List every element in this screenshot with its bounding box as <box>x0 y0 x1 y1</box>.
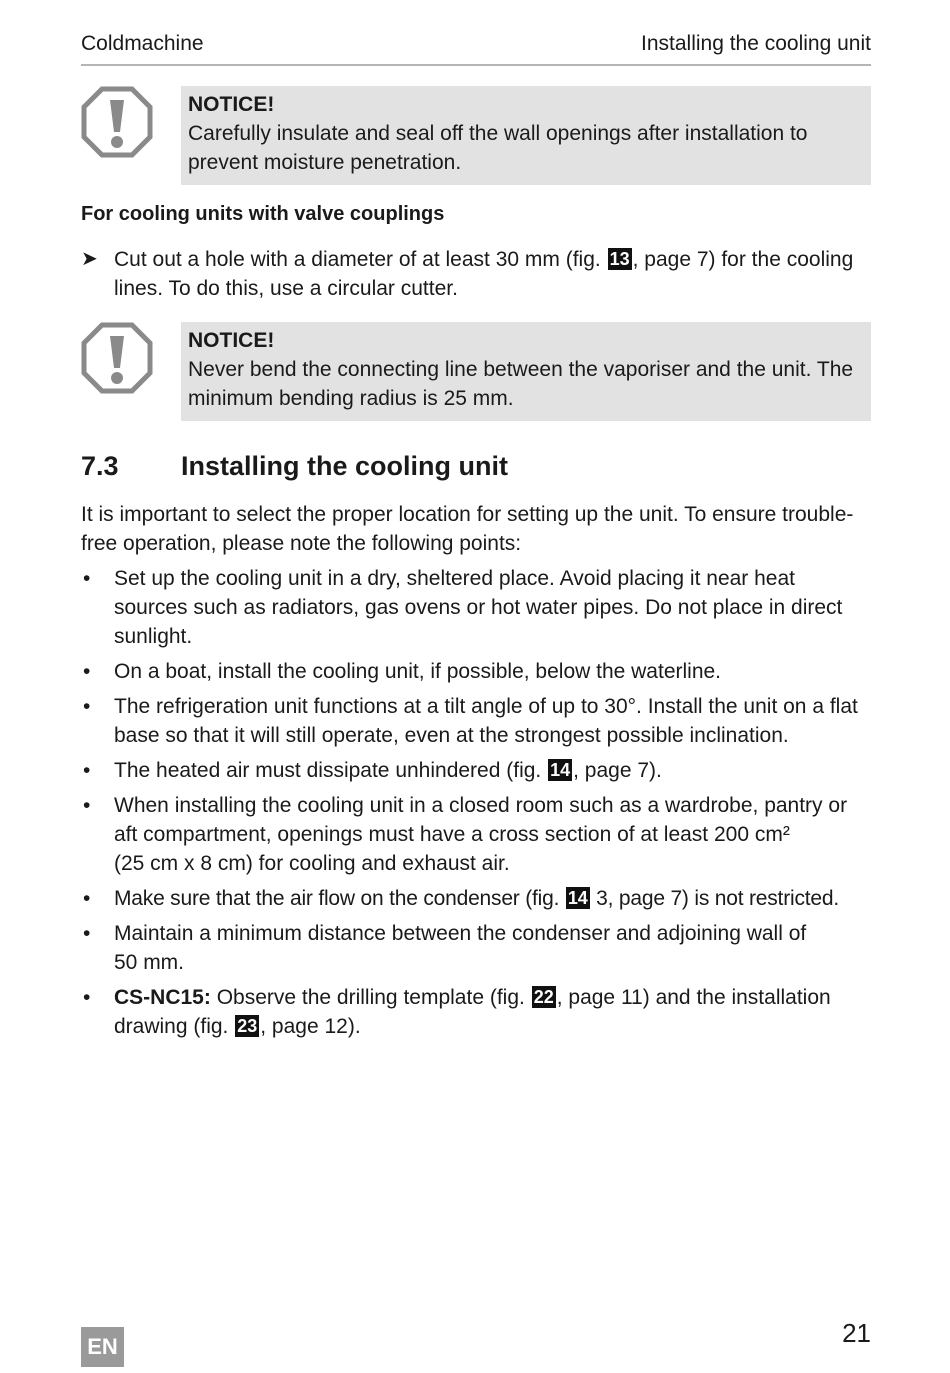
warning-octagon-icon <box>81 322 153 394</box>
list-item <box>81 884 871 913</box>
figure-ref-13: 13 <box>609 249 630 269</box>
list-item <box>81 983 871 1041</box>
notice-box-2 <box>181 322 871 421</box>
header-product-name: Coldmachine <box>81 32 204 55</box>
figure-ref-14: 14 <box>550 760 571 780</box>
list-item <box>81 657 871 686</box>
list-item-text: , page 11) and the installation drawing (fig. <box>114 986 831 1038</box>
list-item <box>81 756 871 785</box>
bullet-dot: • <box>83 922 91 945</box>
list-item-text: Make sure that the air flow on the condenser (fig. <box>114 887 560 910</box>
list-item-text: When installing the cooling unit in a closed room such as a wardrobe, pantry or aft compartment, openings must have a cross section of at least 200 cm² <box>114 794 848 846</box>
bullet-dot: • <box>83 660 91 683</box>
page-number: 21 <box>842 1318 871 1348</box>
step-text <box>114 245 871 303</box>
figure-ref-14: 14 <box>567 888 588 908</box>
list-item-text: Observe the drilling template (fig. <box>210 986 525 1009</box>
list-item-text: (25 cm x 8 cm) for cooling and exhaust air. <box>114 852 510 875</box>
list-item <box>81 919 871 977</box>
bullet-dot: • <box>83 759 91 782</box>
figure-ref-22: 22 <box>533 987 554 1007</box>
model-label: CS-NC15: <box>114 986 211 1009</box>
list-item-text: , page 12). <box>260 1015 361 1038</box>
intro-paragraph: It is important to select the proper location for setting up the unit. To ensure trouble-free operation, please note the following points: <box>81 503 854 555</box>
notice-title: NOTICE! <box>188 93 275 116</box>
arrow-bullet-icon: ➤ <box>81 248 98 270</box>
bullet-dot: • <box>83 567 91 590</box>
section-number: 7.3 <box>81 451 119 481</box>
header-chapter-title: Installing the cooling unit <box>641 32 871 55</box>
list-item <box>81 791 871 878</box>
notice-box-1 <box>181 86 871 185</box>
step-text-part: Cut out a hole with a diameter of at least 30 mm (fig. <box>114 248 601 271</box>
list-item-text: The heated air must dissipate unhindered (fig. <box>114 759 542 782</box>
language-badge: EN <box>81 1327 124 1367</box>
section-title: Installing the cooling unit <box>181 451 508 481</box>
bullet-dot: • <box>83 887 91 910</box>
page-header <box>81 30 871 66</box>
bullet-dot: • <box>83 794 91 817</box>
bullet-dot: • <box>83 986 91 1009</box>
step-text-part: , page 7) for the cooling lines. To do this, use a circular cutter. <box>114 248 854 300</box>
list-item-text: Set up the cooling unit in a dry, sheltered place. Avoid placing it near heat sources such as radiators, gas ovens or hot water pipes. Do not place in direct sunlight. <box>114 567 843 648</box>
notice-text: Never bend the connecting line between the vaporiser and the unit. The minimum bending radius is 25 mm. <box>188 358 854 410</box>
list-item-text: Maintain a minimum distance between the condenser and adjoining wall of <box>114 922 807 945</box>
notice-text: Carefully insulate and seal off the wall openings after installation to prevent moisture penetration. <box>188 122 808 174</box>
list-item <box>81 564 871 651</box>
warning-octagon-icon <box>81 86 153 158</box>
bullet-dot: • <box>83 695 91 718</box>
figure-ref-23: 23 <box>237 1016 258 1036</box>
bullet-list <box>81 564 871 1047</box>
list-item-text: 50 mm. <box>114 951 185 974</box>
list-item-text: On a boat, install the cooling unit, if possible, below the waterline. <box>114 660 722 683</box>
subheading-valve-couplings: For cooling units with valve couplings <box>81 203 445 225</box>
list-item-text: 3, page 7) is not restricted. <box>590 887 839 910</box>
list-item-text: , page 7). <box>573 759 662 782</box>
list-item-text: The refrigeration unit functions at a tilt angle of up to 30°. Install the unit on a flat base so that it will still operate, even at the strongest possible inclination. <box>114 695 858 747</box>
notice-title: NOTICE! <box>188 329 275 352</box>
list-item <box>81 692 871 750</box>
